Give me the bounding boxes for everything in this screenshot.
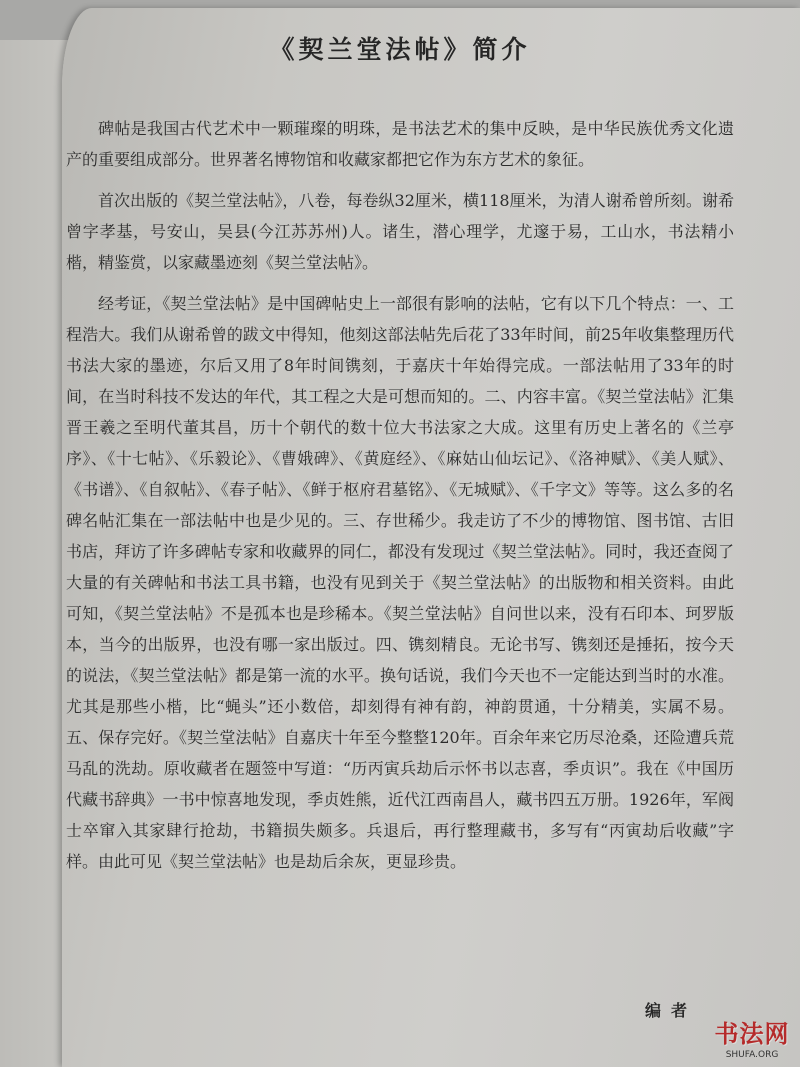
site-watermark <box>706 1019 798 1063</box>
article-body <box>66 113 734 887</box>
paragraph-intro: 碑帖是我国古代艺术中一颗璀璨的明珠，是书法艺术的集中反映，是中华民族优秀文化遗产的重要组成部分。世界著名博物馆和收藏家都把它作为东方艺术的象征。 <box>66 119 734 169</box>
watermark-logo: 书法网 <box>714 1019 790 1048</box>
editor-signature: 编者 <box>645 1001 698 1020</box>
paragraph-features: 经考证，《契兰堂法帖》是中国碑帖史上一部很有影响的法帖，它有以下几个特点：一、工程浩大。我们从谢希曾的跋文中得知，他刻这部法帖先后花了33年时间，前25年收集整理历代书法大家的墨迹，尔后又用了8年时间镌刻，于嘉庆十年始得完成。一部法帖用了33年的时间，在当时科技不发达的年代，其工程之大是可想而知的。二、内容丰富。《契兰堂法帖》汇集晋王羲之至明代董其昌，历十个朝代的数十位大书法家之大成。这里有历史上著名的《兰亭序》、《十七帖》、《乐毅论》、《曹娥碑》、《黄庭经》、《麻姑山仙坛记》、《洛神赋》、《美人赋》、《书谱》、《自叙帖》、《春子帖》、《鲜于枢府君墓铭》、《无城赋》、《千字文》等等。这么多的名碑名帖汇集在一部法帖中也是少见的。三、存世稀少。我走访了不少的博物馆、图书馆、古旧书店，拜访了许多碑帖专家和收藏界的同仁，都没有发现过《契兰堂法帖》。同时，我还查阅了大量的有关碑帖和书法工具书籍，也没有见到关于《契兰堂法帖》的出版物和相关资料。由此可知，《契兰堂法帖》不是孤本也是珍稀本。《契兰堂法帖》自问世以来，没有石印本、珂罗版本，当今的出版界，也没有哪一家出版过。四、镌刻精良。无论书写、镌刻还是捶拓，按今天的说法，《契兰堂法帖》都是第一流的水平。换句话说，我们今天也不一定能达到当时的水准。尤其是那些小楷，比“蝇头”还小数倍，却刻得有神有韵，神韵贯通，十分精美，实属不易。五、保存完好。《契兰堂法帖》自嘉庆十年至今整整120年。百余年来它历尽沧桑，还险遭兵荒马乱的洗劫。原收藏者在题签中写道：“历丙寅兵劫后示怀书以志喜，季贞识”。我在《中国历代藏书辞典》一书中惊喜地发现，季贞姓熊，近代江西南昌人，藏书四五万册。1926年，军阀士卒窜入其家肆行抢劫，书籍损失颇多。兵退后，再行整理藏书，多写有“丙寅劫后收藏”字样。由此可见《契兰堂法帖》也是劫后余灰，更显珍贵。 <box>66 294 734 871</box>
page-title: 《契兰堂法帖》简介 <box>269 35 531 64</box>
watermark-url: SHUFA.ORG <box>725 1050 779 1060</box>
paragraph-first-edition: 首次出版的《契兰堂法帖》，八卷，每卷纵32厘米，横118厘米，为清人谢希曾所刻。谢希曾字孝基，号安山，吴县(今江苏苏州)人。诸生，潜心理学，尤邃于易，工山水，书法精小楷，精鉴赏，以家藏墨迹刻《契兰堂法帖》。 <box>66 191 734 272</box>
